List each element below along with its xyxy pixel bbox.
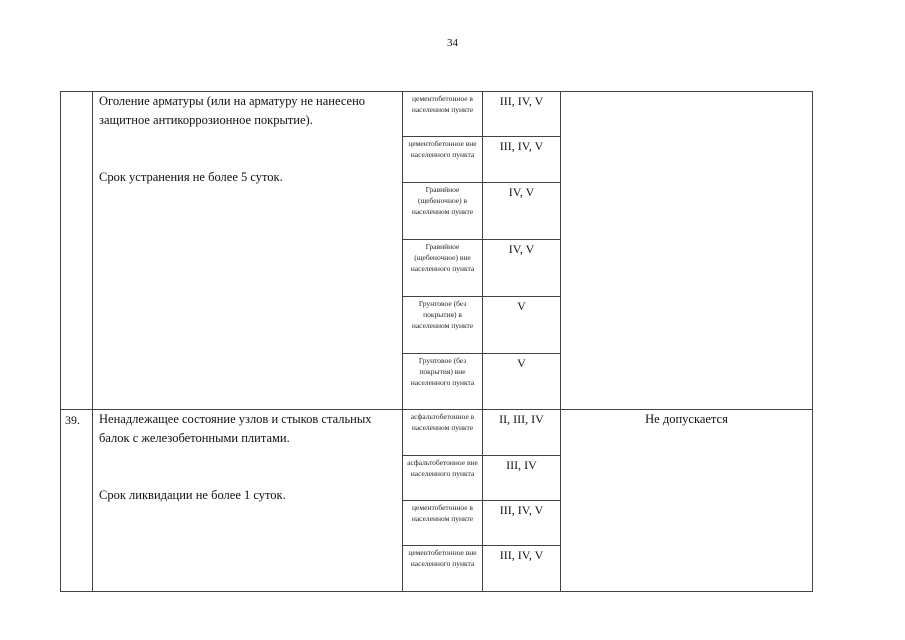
road-category: IV, V (483, 183, 561, 240)
row-number: 39. (61, 410, 93, 592)
surface-type: цементобетонное в населенном пункте (403, 501, 483, 546)
road-category: IV, V (483, 240, 561, 297)
surface-type: цементобетонное вне населенного пункта (403, 137, 483, 183)
row-number (61, 92, 93, 410)
surface-type: асфальтобетонное в населенном пункте (403, 410, 483, 456)
surface-type: Грунтовое (без покрытия) вне населенного пункта (403, 354, 483, 410)
surface-type: Гравийное (щебеночное) в населенном пункте (403, 183, 483, 240)
requirements-table (60, 91, 813, 592)
defect-description: Ненадлежащее состояние узлов и стыков стальных балок с железобетонными плитами. (99, 412, 372, 445)
road-category: III, IV, V (483, 546, 561, 592)
road-category: V (483, 297, 561, 354)
defect-description-cell (93, 410, 403, 592)
road-category: V (483, 354, 561, 410)
road-category: II, III, IV (483, 410, 561, 456)
surface-type: Гравийное (щебеночное) вне населенного пункта (403, 240, 483, 297)
surface-type: цементобетонное вне населенного пункта (403, 546, 483, 592)
surface-type: Грунтовое (без покрытия) в населенном пункте (403, 297, 483, 354)
table-row (61, 410, 813, 456)
surface-type: цементобетонное в населенном пункте (403, 92, 483, 137)
defect-description: Оголение арматуры (или на арматуру не нанесено защитное антикоррозионное покрытие). (99, 94, 366, 127)
road-category: III, IV, V (483, 501, 561, 546)
road-category: III, IV, V (483, 92, 561, 137)
road-category: III, IV (483, 456, 561, 501)
note-cell: Не допускается (561, 410, 813, 592)
page-number: 34 (447, 37, 458, 49)
road-category: III, IV, V (483, 137, 561, 183)
defect-description-cell (93, 92, 403, 410)
deadline-text: Срок устранения не более 5 суток. (99, 170, 283, 184)
note-cell (561, 92, 813, 410)
surface-type: асфальтобетонное вне населенного пункта (403, 456, 483, 501)
table-row (61, 92, 813, 137)
deadline-text: Срок ликвидации не более 1 суток. (99, 488, 286, 502)
